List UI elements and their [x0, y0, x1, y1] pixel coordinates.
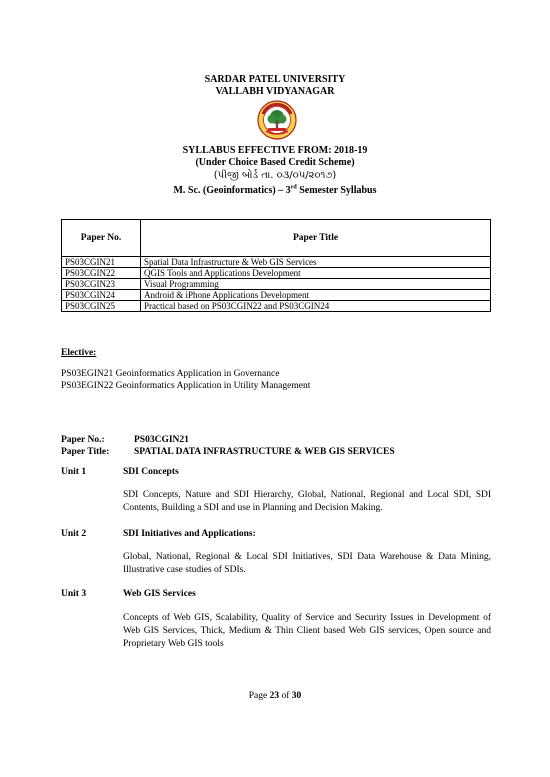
unit-description: SDI Concepts, Nature and SDI Hierarchy, Global, National, Regional and Local SDI, SDI Contents, Building a SDI and use in Planning and Decision Making.: [123, 490, 491, 513]
semester-title: [0, 185, 550, 197]
paper-title-cell: Android & iPhone Applications Development: [141, 290, 491, 301]
paper-title-label: Paper Title:: [61, 447, 110, 457]
table-row: [62, 290, 491, 301]
paper-no-line: [61, 434, 395, 446]
paper-title-cell: QGIS Tools and Applications Development: [141, 268, 491, 279]
unit-title: SDI Initiatives and Applications:: [123, 529, 256, 539]
paper-title-cell: Visual Programming: [141, 279, 491, 290]
syllabus-scheme: (Under Choice Based Credit Scheme): [195, 157, 355, 168]
unit-title: Web GIS Services: [123, 589, 196, 599]
unit-heading: [61, 528, 256, 540]
paper-title-cell: Practical based on PS03CGIN22 and PS03CGIN24: [141, 301, 491, 312]
total-page-count: 30: [291, 691, 302, 701]
semester-title-prefix: M. Sc. (Geoinformatics) – 3: [173, 185, 291, 196]
syllabus-board-note: (પીજી બોર્ડ તા. ૦૩/૦૫/૨૦૧૭): [213, 170, 337, 181]
paper-no-cell: PS03CGIN25: [62, 301, 141, 312]
unit-description: Concepts of Web GIS, Scalability, Quality of Service and Security Issues in Development of Web GIS Services, Thick, Medium & Thin Client based Web GIS services, Open source and Proprietary Web GIS tools: [123, 613, 491, 649]
table-row: [62, 268, 491, 279]
paper-title-cell: Spatial Data Infrastructure & Web GIS Services: [141, 257, 491, 268]
page-footer: [0, 691, 550, 701]
elective-title: Elective:: [61, 348, 97, 358]
university-name: SARDAR PATEL UNIVERSITY: [204, 74, 346, 85]
unit-heading: [61, 466, 179, 478]
paper-no-cell: PS03CGIN24: [62, 290, 141, 301]
papers-table: [61, 219, 491, 312]
university-place: VALLABH VIDYANAGAR: [215, 86, 335, 97]
unit-title: SDI Concepts: [123, 467, 179, 477]
table-row: [62, 279, 491, 290]
elective-section: [61, 347, 310, 392]
elective-item: PS03EGIN21 Geoinformatics Application in Governance: [61, 369, 280, 379]
paper-no-label: Paper No.:: [61, 435, 105, 445]
paper-no-cell: PS03CGIN22: [62, 268, 141, 279]
university-header: [0, 74, 550, 98]
table-row: [62, 301, 491, 312]
unit-label: Unit 1: [61, 467, 87, 477]
column-header-paper-title: Paper Title: [141, 220, 491, 257]
column-header-paper-no: Paper No.: [62, 220, 141, 257]
unit-description: Global, National, Regional & Local SDI Initiatives, SDI Data Warehouse & Data Mining, Illustrative case studies of SDIs.: [123, 552, 491, 575]
paper-no-cell: PS03CGIN23: [62, 279, 141, 290]
semester-title-suffix: Semester Syllabus: [296, 185, 377, 196]
page-number-prefix: Page: [248, 691, 270, 701]
syllabus-effective: SYLLABUS EFFECTIVE FROM: 2018-19: [182, 145, 368, 156]
semester-ordinal: rd: [290, 184, 297, 191]
page-number-of: of: [279, 691, 292, 701]
unit-label: Unit 3: [61, 589, 87, 599]
paper-no-value: PS03CGIN21: [134, 435, 189, 445]
unit-heading: [61, 588, 196, 600]
table-row: [62, 257, 491, 268]
university-seal-icon: [257, 100, 297, 140]
paper-title-value: SPATIAL DATA INFRASTRUCTURE & WEB GIS SERVICES: [134, 447, 395, 457]
paper-info: [61, 434, 395, 458]
unit-label: Unit 2: [61, 529, 87, 539]
paper-no-cell: PS03CGIN21: [62, 257, 141, 268]
table-header-row: [62, 220, 491, 257]
syllabus-header: [0, 145, 550, 197]
paper-title-line: [61, 446, 395, 458]
elective-item: PS03EGIN22 Geoinformatics Application in Utility Management: [61, 381, 311, 391]
current-page-number: 23: [269, 691, 280, 701]
